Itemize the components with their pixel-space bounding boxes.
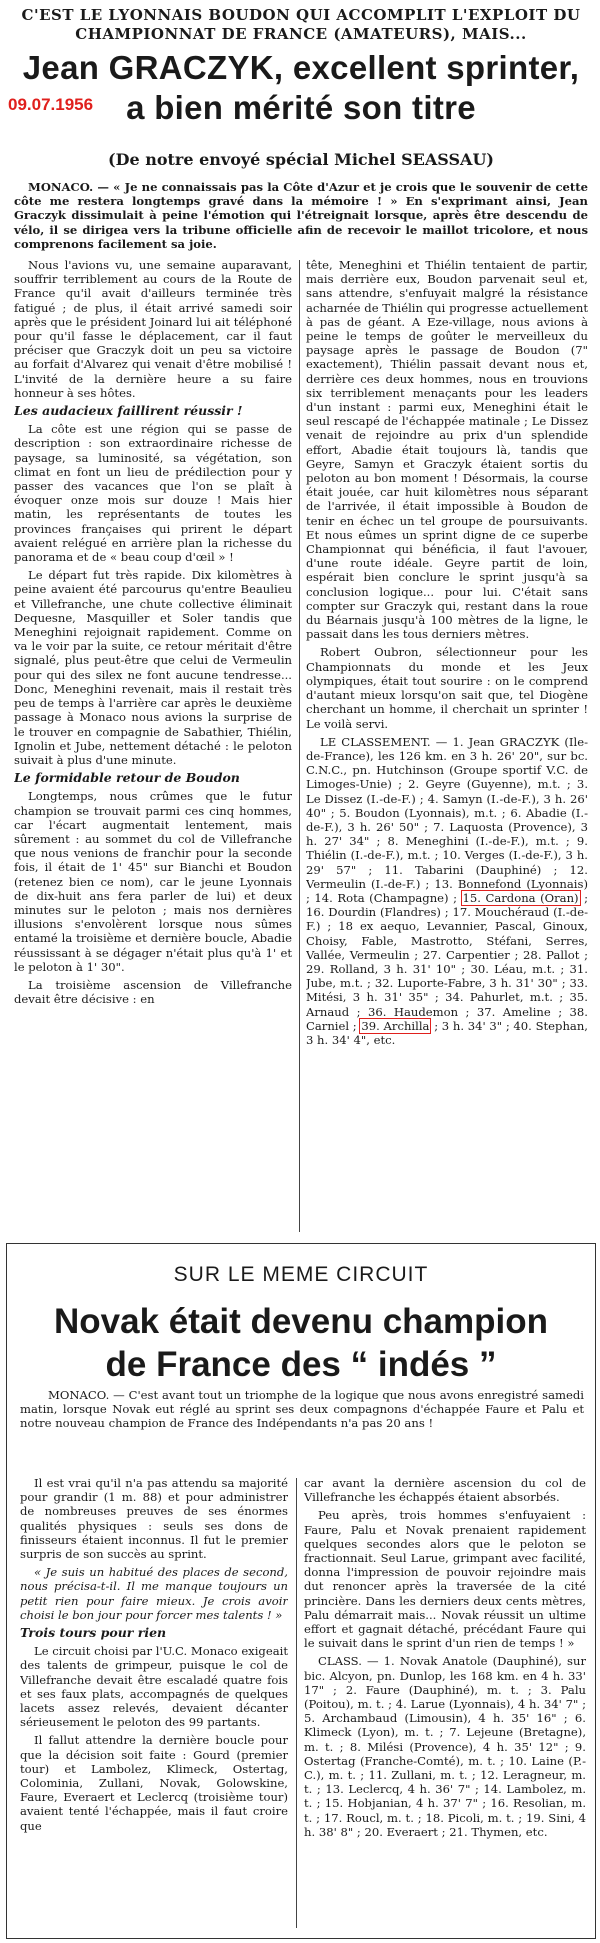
classification-paragraph	[306, 735, 588, 1047]
headline-line-2: a bien mérité son titre	[126, 89, 476, 126]
body-paragraph: car avant la dernière ascension du col de Villefranche les échappés étaient absorbés.	[304, 1476, 586, 1505]
body-paragraph: Le circuit choisi par l'U.C. Monaco exigeait des talents de grimpeur, puisque le col de Villefranche devait être escaladé quatre fois et ses faux plats, accompagnés de quelques lacets assez relevés, devaient décanter sérieusement le peloton des 99 partants.	[20, 1644, 288, 1730]
second-headline	[10, 1300, 592, 1386]
column-divider	[299, 260, 300, 1232]
byline: (De notre envoyé spécial Michel SEASSAU)	[108, 150, 494, 169]
body-paragraph: Peu après, trois hommes s'enfuyaient : Faure, Palu et Novak prenaient rapidement quelques secondes alors que le peloton se fractionnait. Seul Larue, grimpant avec facilité, donna l'impression de pouvoir rejoindre mais dut renoncer après la traversée de la cité princière. Dans les derniers deux cents mètres, Palu démarrait mais... Novak réussit un ultime effort et gagnait détaché, précédant Faure qui le suivait dans le sprint d'un rien de temps ! »	[304, 1508, 586, 1651]
quote-paragraph: « Je suis un habitué des places de second, nous précisa-t-il. Il me manque toujours un petit rien pour faire mieux. Je crois avoir choisi le bon jour pour forcer mes talents ! »	[20, 1565, 288, 1622]
body-paragraph: La côte est une région qui se passe de description : son extraordinaire richesse de paysage, sa luminosité, sa végétation, son climat en font un lieu de prédilection pour y passer des vacances que l'on se plaît à évoquer onze mois sur douze ! Mais hier matin, les représentants de toutes les provinces françaises qui prirent le départ avaient relégué en arrière plan la richesse du panorama et de « beau coup d'œil » !	[14, 422, 292, 565]
classification-text: LE CLASSEMENT. — 1. Jean GRACZYK (Ile-de-France), les 126 km. en 3 h. 26' 20", sur bc. C.N.C., pn. Hutchinson (Groupe sportif V.C. de Limoges-Unie) ; 2. Geyre (Guyenne), m.t. ; 3. Le Dissez (I.-de-F.) ; 4. Samyn (I.-de-F.), 3 h. 26' 40" ; 5. Boudon (Lyonnais), m.t. ; 6. Abadie (I.-de-F.), 3 h. 26' 50" ; 7. Laquosta (Provence), 3 h. 27' 34" ; 8. Meneghini (I.-de-F.), m.t. ; 9. Thiélin (I.-de-F.), m.t. ; 10. Verges (I.-de-F.), 3 h. 29' 57" ; 11. Tabarini (Dauphiné) ; 12. Vermeulin (I.-de-F.) ; 13. Bonnefond (Lyonnais) ; 14. Rota (Champagne) ;	[306, 734, 588, 905]
second-headline-line-2: de France des “ indés ”	[105, 1345, 497, 1384]
second-headline-line-1: Novak était devenu champion	[53, 1302, 549, 1341]
classification-text: ; 3 h. 34' 3" ; 40. Stephan, 3 h. 34' 4", etc.	[306, 1018, 588, 1047]
article-lede	[14, 180, 588, 255]
headline-line-1: Jean GRACZYK, excellent sprinter,	[22, 49, 580, 86]
highlighted-rider: 39. Archilla	[361, 1018, 430, 1033]
section-title: SUR LE MEME CIRCUIT	[173, 1263, 429, 1286]
second-lede	[20, 1388, 584, 1435]
second-lede-paragraph: MONACO. — C'est avant tout un triomphe de la logique que nous avons enregistré samedi matin, lorsque Novak eut réglé au sprint ses deux compagnons d'échappée Faure et Palu et notre nouveau champion de France des Indépendants n'a pas 20 ans !	[20, 1388, 584, 1431]
article-headline	[10, 48, 592, 128]
column-divider	[296, 1478, 297, 1928]
article-kicker: C'EST LE LYONNAIS BOUDON QUI ACCOMPLIT L'EXPLOIT DU CHAMPIONNAT DE FRANCE (AMATEURS), MAIS...	[21, 6, 581, 43]
subheading: Le formidable retour de Boudon	[14, 770, 240, 786]
subheading: Trois tours pour rien	[20, 1625, 167, 1641]
body-paragraph: La troisième ascension de Villefranche devait être décisive : en	[14, 977, 292, 1007]
classification-text: ; 16. Dourdin (Flandres) ; 17. Mouchéraud (I.-de-F.) ; 18 ex aequo, Levannier, Pascal, Ginoux, Choisy, Fable, Mastrotto, Stéfani, Serres, Vallée, Vermeulin ; 27. Carpentier ; 28. Pallot ; 29. Rolland, 3 h. 31' 10" ; 30. Léau, m.t. ; 31. Jube, m.t. ; 32. Luporte-Fabre, 3 h. 31' 30" ; 33. Mitési, 3 h. 31' 35" ; 34. Pahurlet, m.t. ; 35. Arnaud ; 36. Haudemon ; 37. Ameline ; 38. Carniel ;	[306, 890, 588, 1033]
classification-paragraph: CLASS. — 1. Novak Anatole (Dauphiné), sur bic. Alcyon, pn. Dunlop, les 168 km. en 4 h. 33' 17" ; 2. Faure (Dauphiné), m. t. ; 3. Palu (Poitou), m. t. ; 4. Larue (Lyonnais), 4 h. 34' 7" ; 5. Archambaud (Limousin), 4 h. 35' 16" ; 6. Klimeck (Lyon), m. t. ; 7. Lejeune (Bretagne), m. t. ; 8. Milési (Provence), 4 h. 35' 12" ; 9. Ostertag (Franche-Comté), m. t. ; 10. Laine (P.-C.), m. t. ; 11. Zullani, m. t. ; 12. Leragneur, m. t. ; 13. Leclercq, 4 h. 36' 7" ; 14. Lambolez, m. t. ; 15. Hobjanian, 4 h. 37' 7" ; 16. Resolian, m. t. ; 17. Roucl, m. t. ; 18. Picoli, m. t. ; 19. Sini, 4 h. 38' 8" ; 20. Everaert ; 21. Thymen, etc.	[304, 1654, 586, 1839]
second-column-2	[304, 1476, 586, 1931]
highlighted-rider: 15. Cardona (Oran)	[462, 890, 579, 905]
body-paragraph: Le départ fut très rapide. Dix kilomètres à peine avaient été parcourus qu'entre Beaulieu et Villefranche, une chute collective éliminait Dequesne, Masquiller et Soler tandis que Meneghini rejoignait rapidement. Comme on va le voir par la suite, ce retour méritait d'être signalé, plus peut-être que celui de Vermeulin pour qui des silex ne font aucune tendresse... Donc, Meneghini revenait, mais il restait très peu de temps à l'arrière car après le deuxième passage à Monaco nous avions la surprise de le trouver en compagnie de Sabathier, Thiélin, Ignolin et Jube, nettement détaché : le peloton suivait à plus d'une minute.	[14, 568, 292, 767]
article-column-2	[306, 258, 588, 1236]
body-paragraph: Robert Oubron, sélectionneur pour les Championnats du monde et les Jeux olympiques, était tout sourire : on le comprend d'autant mieux lorsqu'on sait que, tel Diogène cherchant un homme, il cherchait un sprinter ! Le voilà servi.	[306, 645, 588, 731]
lede-paragraph: MONACO. — « Je ne connaissais pas la Côte d'Azur et je crois que le souvenir de cette côte me restera longtemps gravé dans la mémoire ! » En s'exprimant ainsi, Jean Graczyk dissimulait à peine l'émotion qui l'étreignait lorsque, après être descendu de vélo, il se dirigea vers la tribune officielle afin de recevoir le maillot tricolore, et nous comprenons facilement sa joie.	[14, 180, 588, 251]
second-column-1	[20, 1476, 288, 1931]
subheading: Les audacieux faillirent réussir !	[14, 403, 243, 419]
article-column-1	[14, 258, 292, 1236]
body-paragraph: Il est vrai qu'il n'a pas attendu sa majorité pour grandir (1 m. 88) et pour administrer de nombreuses preuves de ses énormes qualités physiques : seuls ses dons de finisseurs étaient inconnus. Il fut le premier surpris de son succès au sprint.	[20, 1476, 288, 1562]
body-paragraph: Il fallut attendre la dernière boucle pour que la décision soit faite : Gourd (premier tour) et Lambolez, Klimeck, Ostertag, Colominia, Zullani, Novak, Golowskine, Faure, Everaert et Leclercq (troisième tour) avaient tenté l'échappée, mais il faut croire que	[20, 1733, 288, 1833]
body-paragraph: Nous l'avions vu, une semaine auparavant, souffrir terriblement au cours de la Route de France qu'il avait d'ailleurs terminée très fatigué ; de plus, il était arrivé samedi soir après que le président Joinard lui ait téléphoné pour qu'il fasse le déplacement, car il faut préciser que Graczyk doit un peu sa victoire au forfait d'Alvarez qui venait d'être mobilisé ! L'invité de la dernière heure a su faire honneur à ses hôtes.	[14, 258, 292, 400]
body-paragraph: Longtemps, nous crûmes que le futur champion se trouvait parmi ces cinq hommes, car l'écart augmentait lentement, mais sûrement : au sommet du col de Villefranche que nous venions de franchir pour la seconde fois, il était de 1' 45" sur Bianchi et Boudon (retenez bien ce nom), car le jeune Lyonnais de dix-huit ans fera parler de lui) et deux minutes sur le peloton ; mais nos dernières illusions s'envolèrent lorsque nous sûmes entamé la troisième et dernière boucle, Abadie réussissant à se dégager n'était plus qu'à 1' et le peloton à 1' 30".	[14, 789, 292, 974]
body-paragraph: tête, Meneghini et Thiélin tentaient de partir, mais derrière eux, Boudon parvenait seul et, sans attendre, s'enfuyait malgré la résistance acharnée de Thiélin qui progresse actuellement à pas de géant. A Eze-village, nous avions à peine le temps de goûter le merveilleux du paysage après le passage de Boudon (7" exactement), Thiélin passait devant nous et, derrière ces deux hommes, nous en trouvions six terriblement menaçants pour les leaders d'un instant : parmi eux, Meneghini était le seul rescapé de l'échappée matinale ; Le Dissez venait de rejoindre au prix d'un splendide effort, Abadie était toujours là, tandis que Geyre, Samyn et Graczyk étaient sortis du peloton au bon moment ! Désormais, la course était jouée, car huit kilomètres nous séparant de l'arrivée, il était impossible à Boudon de tenir en échec un tel groupe de poursuivants. Et nous eûmes un sprint digne de ce superbe Championnat qui bénéficia, il faut l'avouer, d'une route idéale. Geyre partit de loin, espérait bien conclure le sprint jusqu'à sa conclusion logique... pour lui. C'était sans compter sur Graczyk qui, restant dans la roue du Béarnais jusqu'à 100 mètres de la ligne, le passait dans les tous derniers mètres.	[306, 258, 588, 642]
date-stamp: 09.07.1956	[8, 95, 94, 114]
